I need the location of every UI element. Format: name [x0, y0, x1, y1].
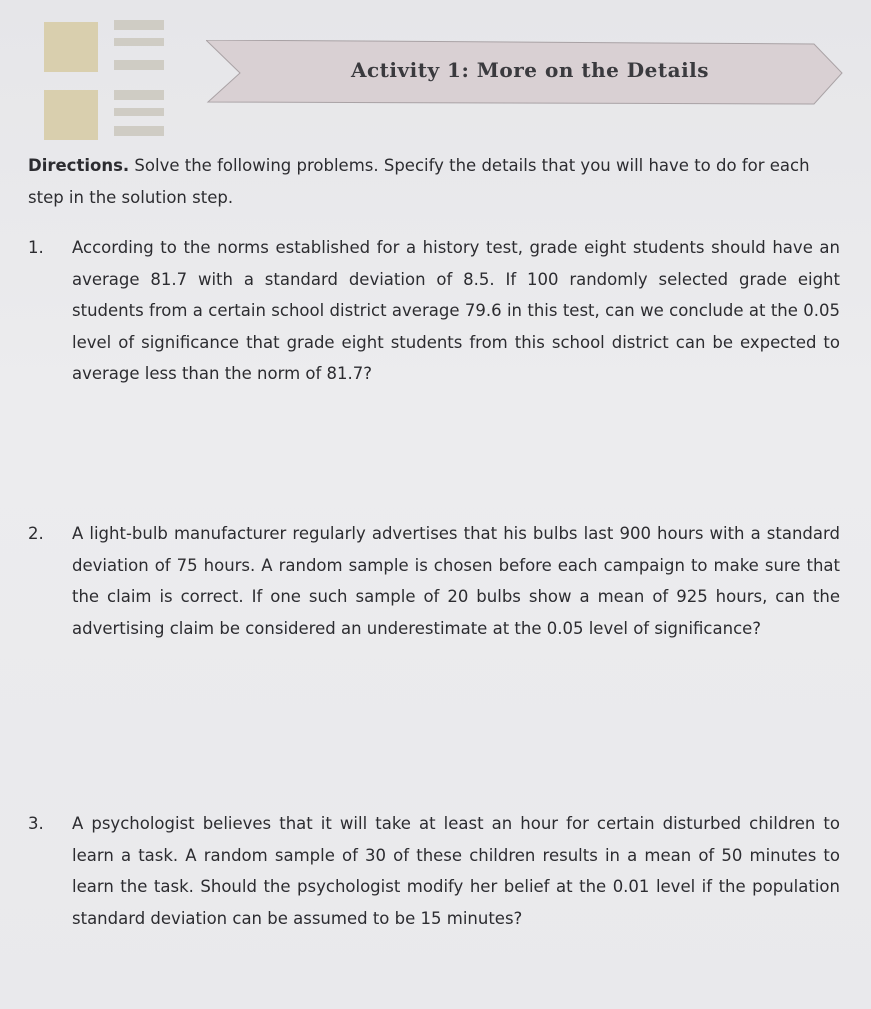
- problem-item: [28, 232, 840, 390]
- activity-title: Activity 1: More on the Details: [350, 58, 710, 82]
- problem-number: 2.: [28, 524, 44, 543]
- problem-text: A psychologist believes that it will take at least an hour for certain disturbed children to learn a task. A random sample of 30 of these children results in a mean of 50 minutes to learn the task. Should the psychologist modify her belief at the 0.01 level if the population standard deviation can be assumed to be 15 minutes?: [72, 814, 840, 928]
- activity-logo-graphic: [44, 18, 164, 138]
- problem-text: A light-bulb manufacturer regularly advertises that his bulbs last 900 hours with a standard deviation of 75 hours. A random sample is chosen before each campaign to make sure that the claim is correct. If one such sample of 20 bulbs show a mean of 925 hours, can the advertising claim be considered an underestimate at the 0.05 level of significance?: [72, 524, 840, 638]
- problem-number: 1.: [28, 238, 44, 257]
- problem-number: 3.: [28, 814, 44, 833]
- directions-text: Solve the following problems. Specify the details that you will have to do for each step in the solution step.: [28, 156, 810, 207]
- activity-title-banner: [206, 40, 844, 106]
- problem-item: [28, 518, 840, 644]
- problem-item: [28, 808, 840, 934]
- problem-text: According to the norms established for a history test, grade eight students should have an average 81.7 with a standard deviation of 8.5. If 100 randomly selected grade eight students from a certain school district average 79.6 in this test, can we conclude at the 0.05 level of significance that grade eight students from this school district can be expected to average less than the norm of 81.7?: [72, 238, 840, 383]
- directions-label: Directions.: [28, 156, 130, 175]
- directions-paragraph: [28, 150, 840, 214]
